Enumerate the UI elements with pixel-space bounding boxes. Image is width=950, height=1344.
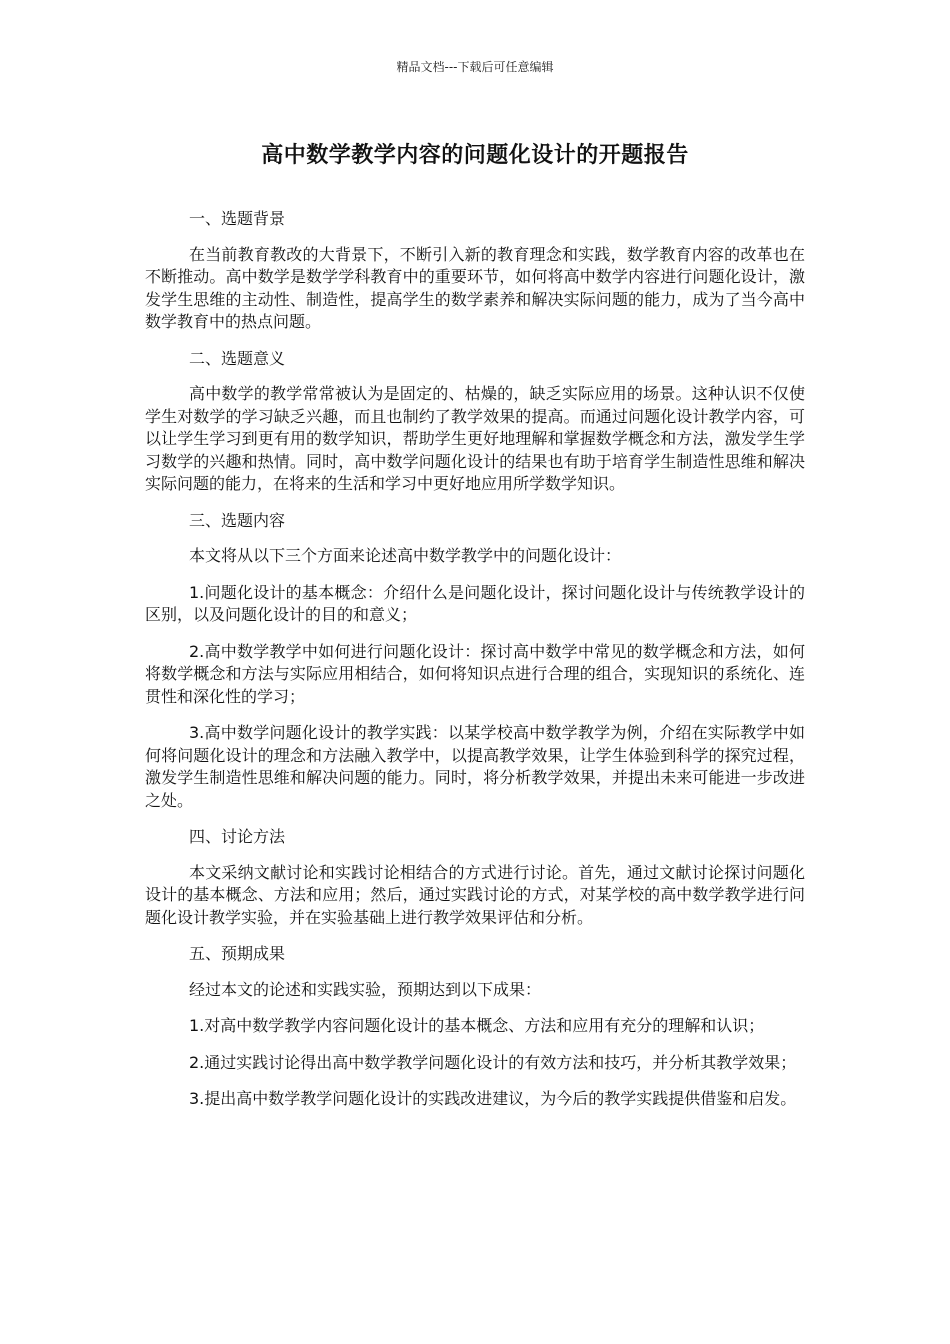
paragraph-background: 在当前教育教改的大背景下，不断引入新的教育理念和实践，数学教育内容的改革也在不断推动。高中数学是数学学科教育中的重要环节，如何将高中数学内容进行问题化设计，激发学生思维的主动性、制造性，提高学生的数学素养和解决实际问题的能力，成为了当今高中数学教育中的热点问题。	[145, 244, 805, 331]
list-item-content-3: 3.高中数学问题化设计的教学实践：以某学校高中数学教学为例，介绍在实际教学中如何将问题化设计的理念和方法融入教学中，以提高教学效果，让学生体验到科学的探究过程，激发学生制造性思维和解决问题的能力。同时，将分析教学效果，并提出未来可能进一步改进之处。	[145, 723, 805, 810]
paragraph-content-intro: 本文将从以下三个方面来论述高中数学教学中的问题化设计：	[189, 546, 622, 565]
section-heading-content: 三、选题内容	[189, 510, 286, 530]
paragraph-method: 本文采纳文献讨论和实践讨论相结合的方式进行讨论。首先，通过文献讨论探讨问题化设计的基本概念、方法和应用；然后，通过实践讨论的方式，对某学校的高中数学教学进行问题化设计教学实验，并在实验基础上进行教学效果评估和分析。	[145, 862, 805, 927]
section-heading-outcomes: 五、预期成果	[189, 944, 286, 963]
paragraph-significance: 高中数学的教学常常被认为是固定的、枯燥的，缺乏实际应用的场景。这种认识不仅使学生对数学的学习缺乏兴趣，而且也制约了教学效果的提高。而通过问题化设计教学内容，可以让学生学习到更有用的数学知识，帮助学生更好地理解和掌握数学概念和方法，激发学生学习数学的兴趣和热情。同时，高中数学问题化设计的结果也有助于培育学生制造性思维和解决实际问题的能力，在将来的生活和学习中更好地应用所学数学知识。	[145, 384, 805, 493]
document-title: 高中数学教学内容的问题化设计的开题报告	[261, 143, 689, 168]
list-item-outcome-2: 2.通过实践讨论得出高中数学教学问题化设计的有效方法和技巧，并分析其教学效果；	[189, 1052, 797, 1072]
list-item-outcome-1: 1.对高中数学教学内容问题化设计的基本概念、方法和应用有充分的理解和认识；	[189, 1016, 765, 1035]
section-heading-method: 四、讨论方法	[189, 827, 286, 846]
document-body	[145, 208, 805, 1125]
list-item-content-2: 2.高中数学教学中如何进行问题化设计：探讨高中数学中常见的数学概念和方法，如何将数学概念和方法与实际应用相结合，如何将知识点进行合理的组合，实现知识的系统化、连贯性和深化性的学习；	[145, 641, 805, 706]
list-item-outcome-3: 3.提出高中数学教学问题化设计的实践改进建议，为今后的教学实践提供借鉴和启发。	[189, 1089, 797, 1108]
section-heading-significance: 二、选题意义	[189, 348, 286, 368]
list-item-content-1: 1.问题化设计的基本概念：介绍什么是问题化设计，探讨问题化设计与传统教学设计的区别，以及问题化设计的目的和意义；	[145, 582, 805, 624]
header-note: 精品文档---下载后可任意编辑	[396, 60, 554, 74]
section-heading-background: 一、选题背景	[189, 209, 286, 228]
paragraph-outcomes-intro: 经过本文的论述和实践实验，预期达到以下成果：	[189, 979, 542, 999]
